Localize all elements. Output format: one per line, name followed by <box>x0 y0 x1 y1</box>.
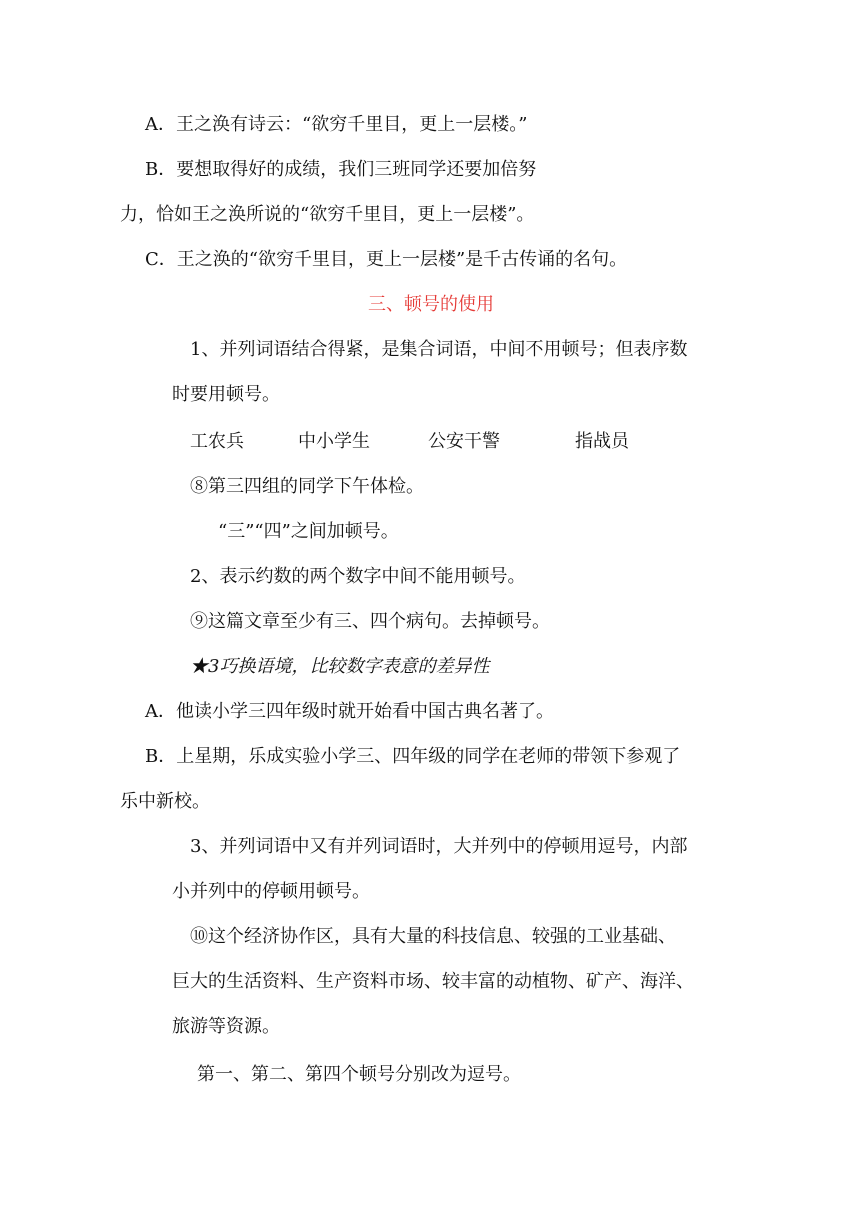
example-10-line2: 巨大的生活资料、生产资料市场、较丰富的动植物、矿产、海洋、 <box>172 971 694 992</box>
example-8: ⑧第三四组的同学下午体检。 <box>190 476 424 497</box>
option-a-grade: A．他读小学三四年级时就开始看中国古典名著了。 <box>145 701 554 722</box>
term-4: 指战员 <box>575 431 629 452</box>
term-2: 中小学生 <box>298 431 370 452</box>
example-10-line3: 旅游等资源。 <box>172 1016 280 1037</box>
example-10-note: 第一、第二、第四个顿号分别改为逗号。 <box>197 1064 521 1085</box>
section-heading: 三、顿号的使用 <box>368 294 494 315</box>
star-tip: ★3巧换语境，比较数字表意的差异性 <box>190 656 490 677</box>
example-10-line1: ⑩这个经济协作区，具有大量的科技信息、较强的工业基础、 <box>190 926 676 947</box>
term-3: 公安干警 <box>428 431 500 452</box>
rule-1-line2: 时要用顿号。 <box>172 384 280 405</box>
term-1: 工农兵 <box>190 431 244 452</box>
example-9: ⑨这篇文章至少有三、四个病句。去掉顿号。 <box>190 611 550 632</box>
rule-1-line1: 1、并列词语结合得紧，是集合词语，中间不用顿号；但表序数 <box>190 339 688 360</box>
collective-terms-row <box>190 430 670 454</box>
option-b-line2: 力，恰如王之涣所说的“欲穷千里目，更上一层楼”。 <box>120 204 535 225</box>
rule-2: 2、表示约数的两个数字中间不能用顿号。 <box>190 566 526 587</box>
example-8-note: “三”“四”之间加顿号。 <box>218 521 399 542</box>
option-a-poem: A．王之涣有诗云：“欲穷千里目，更上一层楼。” <box>145 114 528 135</box>
option-b-line1: B．要想取得好的成绩，我们三班同学还要加倍努 <box>145 159 537 180</box>
option-c: C．王之涣的“欲穷千里目，更上一层楼”是千古传诵的名句。 <box>145 249 628 270</box>
option-b-grade-line2: 乐中新校。 <box>120 791 210 812</box>
rule-3-line2: 小并列中的停顿用顿号。 <box>172 881 370 902</box>
rule-3-line1: 3、并列词语中又有并列词语时，大并列中的停顿用逗号，内部 <box>190 836 688 857</box>
option-b-grade-line1: B．上星期，乐成实验小学三、四年级的同学在老师的带领下参观了 <box>145 746 681 767</box>
